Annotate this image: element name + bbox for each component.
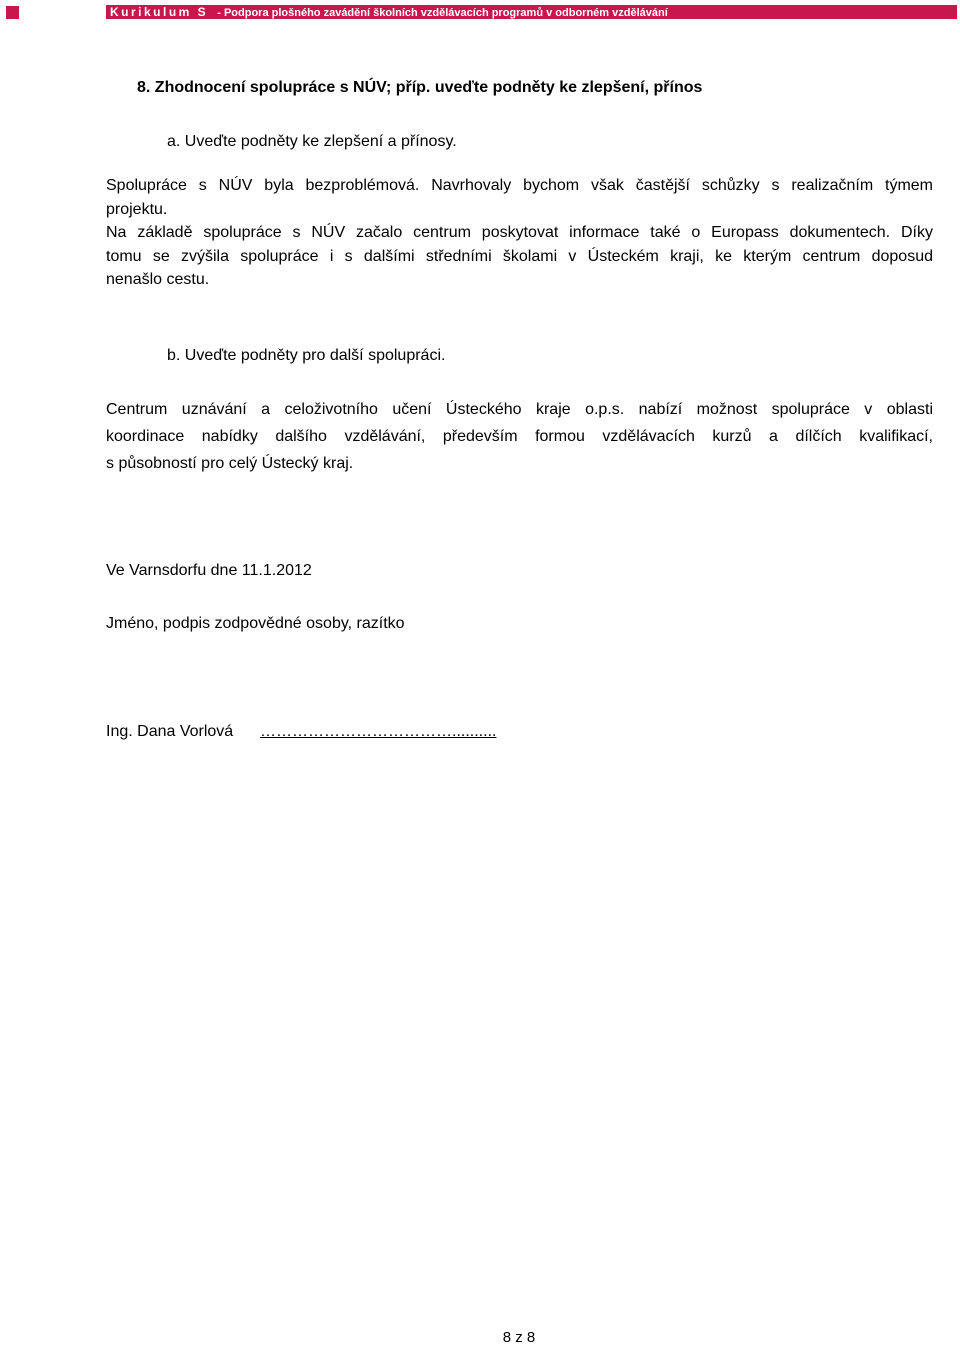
paragraph-a-line-4: tomu se zvýšila spolupráce i s dalšími středními školami v Ústeckém kraji, ke kterým centrum doposud [106, 248, 933, 265]
place-date: Ve Varnsdorfu dne 11.1.2012 [106, 562, 312, 579]
paragraph-a-line-1: Spolupráce s NÚV byla bezproblémová. Navrhovaly bychom však častější schůzky s realizačním týmem [106, 177, 933, 194]
paragraph-a-line-2: projektu. [106, 201, 168, 218]
header-subtitle: - Podpora plošného zavádění školních vzdělávacích programů v odborném vzdělávání [217, 7, 668, 19]
header-brand: Kurikulum S [110, 5, 209, 19]
subsection-b-heading: b. Uveďte podněty pro další spolupráci. [167, 347, 446, 364]
signatory-name: Ing. Dana Vorlová [106, 723, 234, 740]
paragraph-b-line-2: koordinace nabídky dalšího vzdělávání, především formou vzdělávacích kurzů a dílčích kvalifikací, [106, 428, 933, 445]
header-bar [106, 5, 957, 19]
header-logo-square [6, 6, 19, 19]
paragraph-b-line-1: Centrum uznávání a celoživotního učení Ústeckého kraje o.p.s. nabízí možnost spolupráce v oblasti [106, 401, 933, 418]
paragraph-b-line-3: s působností pro celý Ústecký kraj. [106, 455, 354, 472]
page-number: 8 z 8 [502, 1329, 536, 1346]
signature-label: Jméno, podpis zodpovědné osoby, razítko [106, 615, 405, 632]
signature-line: ……………………………….......... [260, 723, 497, 740]
subsection-a-heading: a. Uveďte podněty ke zlepšení a přínosy. [167, 133, 457, 150]
paragraph-a-line-5: nenašlo cestu. [106, 271, 210, 288]
section-heading: 8. Zhodnocení spolupráce s NÚV; příp. uveďte podněty ke zlepšení, přínos [137, 79, 703, 96]
paragraph-a-line-3: Na základě spolupráce s NÚV začalo centrum poskytovat informace také o Europass dokumentech. Díky [106, 224, 933, 241]
